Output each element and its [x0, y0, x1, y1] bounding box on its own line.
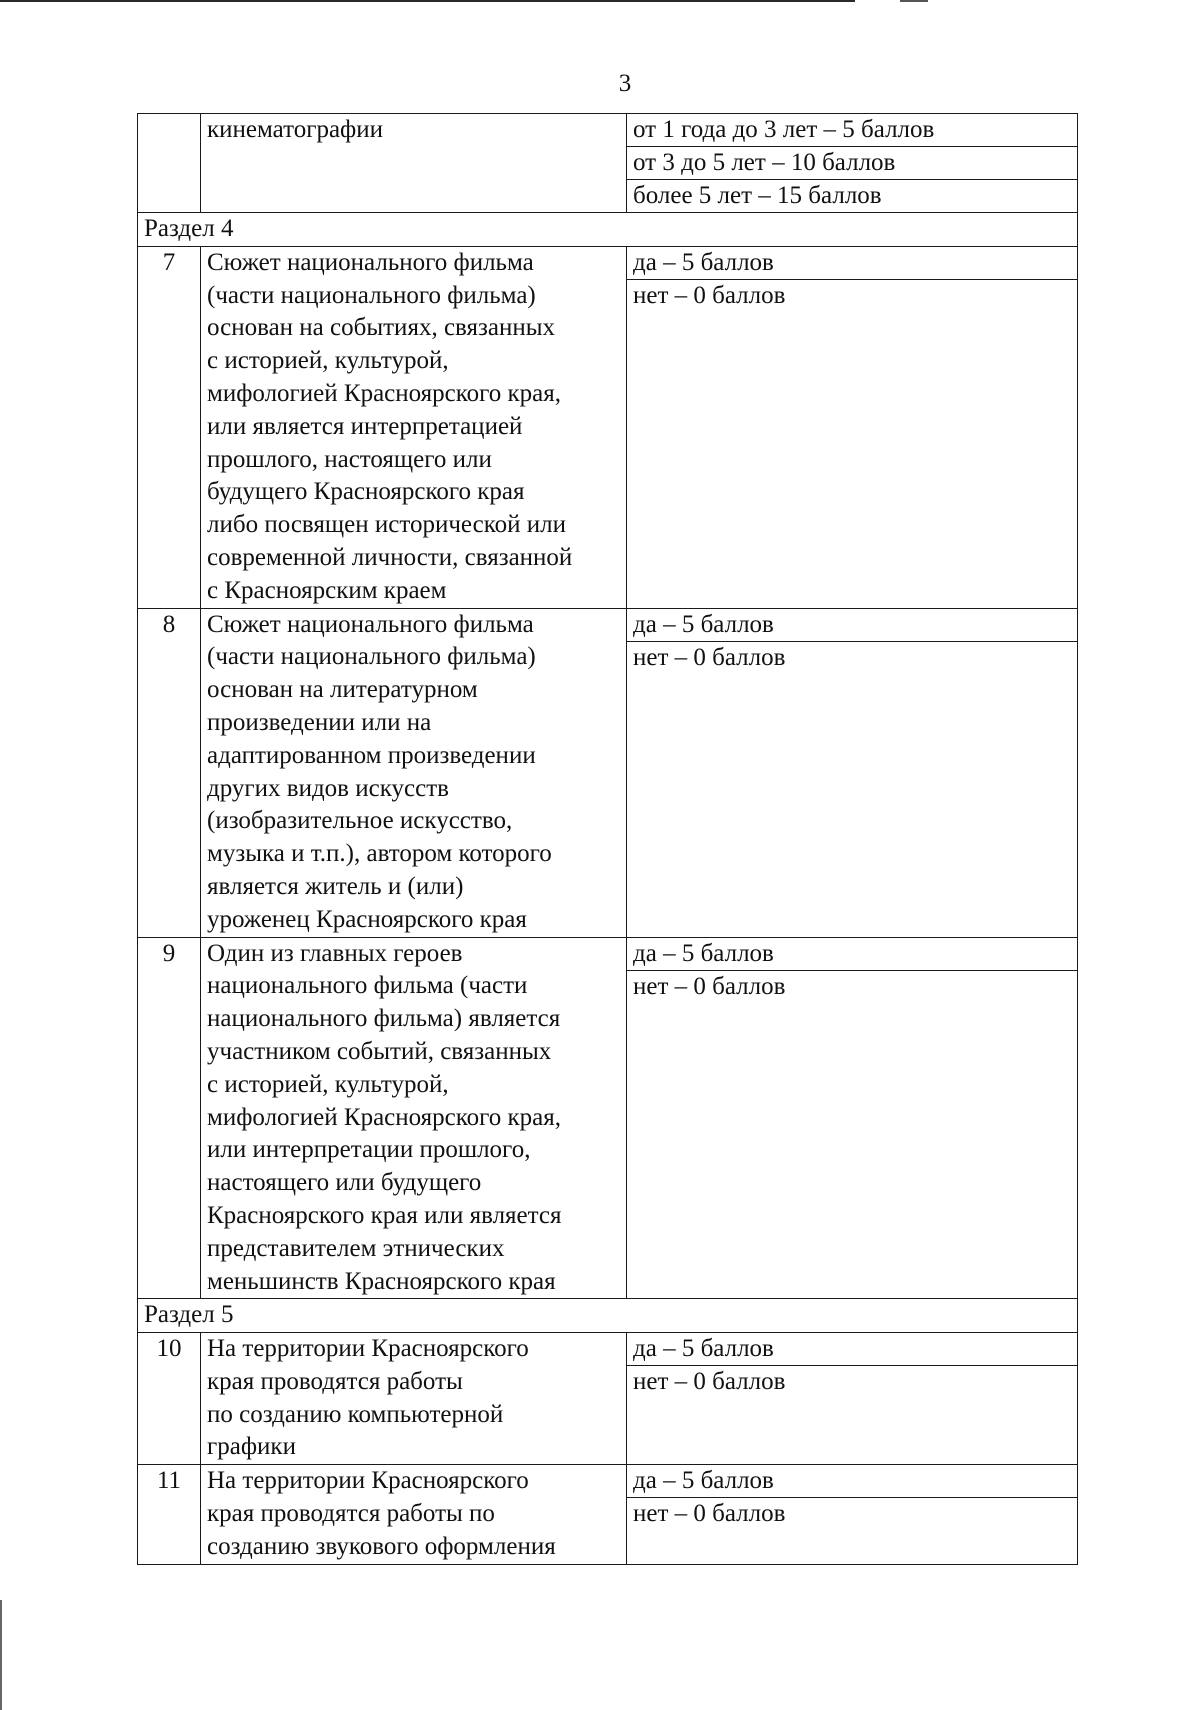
score-option-yes: да – 5 баллов: [627, 247, 1077, 280]
criterion-line: или интерпретации прошлого,: [207, 1136, 531, 1164]
section-title: Раздел 5: [138, 1299, 1078, 1333]
criterion-line: произведении или на: [207, 708, 432, 736]
table-row-9: [138, 937, 1078, 1299]
criterion-line: музыка и т.п.), автором которого: [207, 840, 552, 868]
page-number: 3: [618, 70, 632, 97]
criterion-line: созданию звукового оформления: [207, 1532, 556, 1560]
criterion-line: края проводятся работы: [207, 1367, 463, 1395]
scan-border-left: [0, 1600, 2, 1710]
row-number: 7: [138, 246, 201, 608]
criterion-line: с Красноярским краем: [207, 576, 447, 604]
score-options-cell: [627, 1465, 1078, 1564]
criterion-text-cell: [201, 1333, 627, 1465]
criterion-line: мифологией Красноярского края,: [207, 379, 562, 407]
criterion-line: (изобразительное искусство,: [207, 807, 513, 835]
criterion-line: является житель и (или): [207, 872, 464, 900]
criterion-line: по созданию компьютерной: [207, 1400, 504, 1428]
criterion-line: основан на литературном: [207, 676, 478, 704]
scan-border-top: [0, 0, 855, 2]
score-option-no: нет – 0 баллов: [633, 972, 786, 1000]
criterion-line: края проводятся работы по: [207, 1500, 495, 1528]
criterion-line: с историей, культурой,: [207, 1070, 449, 1098]
row-number: 9: [138, 937, 201, 1299]
criterion-text-cell: [201, 114, 627, 213]
score-option-no: нет – 0 баллов: [633, 643, 786, 671]
criterion-line: На территории Красноярского: [207, 1467, 529, 1495]
scan-border-top-fragment: [900, 0, 928, 2]
criterion-line: графики: [207, 1433, 296, 1461]
criterion-line: основан на событиях, связанных: [207, 314, 556, 342]
criterion-line: Красноярского края или является: [207, 1201, 562, 1229]
criterion-line: или является интерпретацией: [207, 412, 523, 440]
criterion-line: Один из главных героев: [207, 939, 463, 967]
score-options-cell: [627, 937, 1078, 1299]
table-row-11: [138, 1465, 1078, 1564]
criterion-line: участником событий, связанных: [207, 1037, 552, 1065]
score-option-yes: да – 5 баллов: [627, 609, 1077, 642]
criterion-line: представителем этнических: [207, 1234, 505, 1262]
criterion-line: Сюжет национального фильма: [207, 248, 534, 276]
score-options-cell: [627, 114, 1078, 213]
score-options-cell: [627, 1333, 1078, 1465]
score-option-no: нет – 0 баллов: [633, 1500, 786, 1528]
score-option-yes: да – 5 баллов: [627, 938, 1077, 971]
table-row-10: [138, 1333, 1078, 1465]
criterion-line: других видов искусств: [207, 774, 449, 802]
row-number: 10: [138, 1333, 201, 1465]
score-options-cell: [627, 246, 1078, 608]
criterion-text-cell: [201, 246, 627, 608]
row-number-cell: [138, 114, 201, 213]
criterion-line: (части национального фильма): [207, 281, 536, 309]
criterion-line: На территории Красноярского: [207, 1335, 529, 1363]
criterion-line: с историей, культурой,: [207, 347, 449, 375]
table-row-8: [138, 608, 1078, 937]
score-option: от 3 до 5 лет – 10 баллов: [627, 147, 1077, 180]
criterion-line: адаптированном произведении: [207, 741, 536, 769]
criterion-line: национального фильма) является: [207, 1005, 561, 1033]
criterion-line: национального фильма (части: [207, 972, 528, 1000]
score-option-yes: да – 5 баллов: [627, 1465, 1077, 1498]
criterion-text-cell: [201, 1465, 627, 1564]
score-option-yes: да – 5 баллов: [627, 1333, 1077, 1366]
criterion-line: Сюжет национального фильма: [207, 610, 534, 638]
score-option: от 1 года до 3 лет – 5 баллов: [627, 114, 1077, 147]
score-option-no: нет – 0 баллов: [633, 1368, 786, 1396]
table-row-continuation: [138, 114, 1078, 213]
criterion-text-cell: [201, 937, 627, 1299]
criterion-line: настоящего или будущего: [207, 1169, 482, 1197]
criterion-line: современной личности, связанной: [207, 543, 573, 571]
criterion-line: прошлого, настоящего или: [207, 445, 492, 473]
row-number: 11: [138, 1465, 201, 1564]
criteria-table: [137, 113, 1078, 1565]
score-option-no: нет – 0 баллов: [633, 281, 786, 309]
criterion-line: кинематографии: [207, 116, 384, 143]
criterion-line: мифологией Красноярского края,: [207, 1103, 562, 1131]
section-header-row: [138, 1299, 1078, 1333]
row-number: 8: [138, 608, 201, 937]
criterion-line: будущего Красноярского края: [207, 478, 525, 506]
section-header-row: [138, 213, 1078, 247]
table-row-7: [138, 246, 1078, 608]
criterion-line: уроженец Красноярского края: [207, 905, 527, 933]
score-options-cell: [627, 608, 1078, 937]
score-option: более 5 лет – 15 баллов: [633, 182, 882, 209]
criterion-text-cell: [201, 608, 627, 937]
criterion-line: (части национального фильма): [207, 643, 536, 671]
criterion-line: либо посвящен исторической или: [207, 511, 566, 539]
section-title: Раздел 4: [138, 213, 1078, 247]
criterion-line: меньшинств Красноярского края: [207, 1267, 556, 1295]
